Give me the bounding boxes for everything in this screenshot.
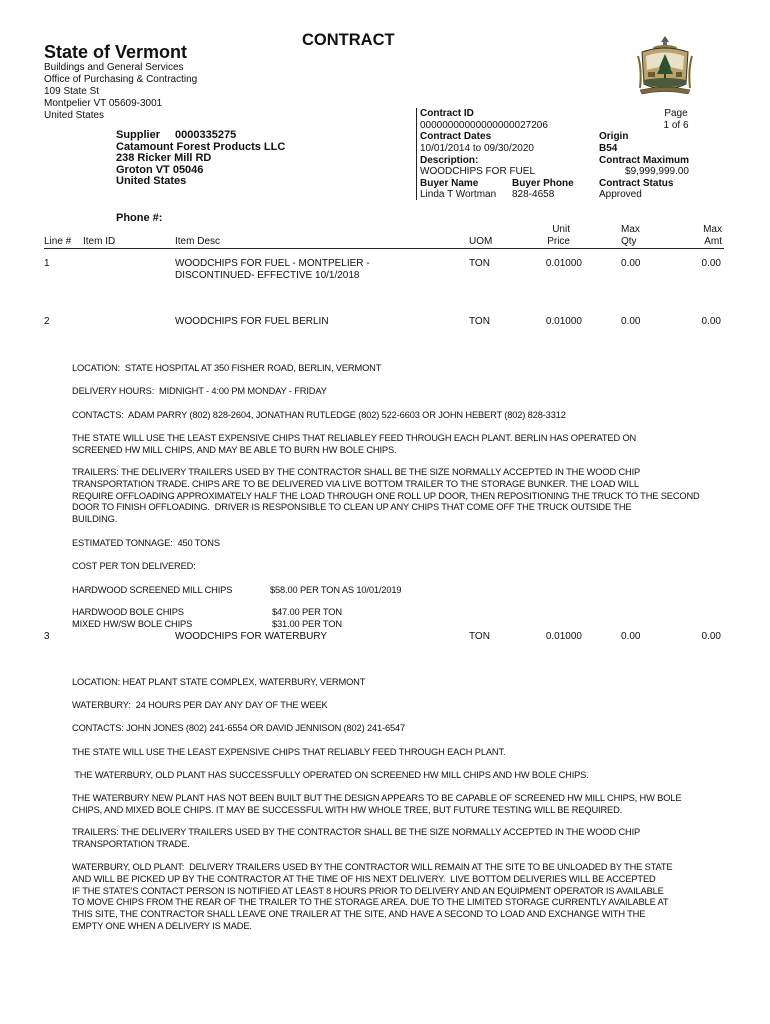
col-line-header: Line # xyxy=(44,236,72,247)
document-title: CONTRACT xyxy=(302,31,395,49)
buyer-phone-label: Buyer Phone xyxy=(512,178,574,189)
supplier-name: Catamount Forest Products LLC xyxy=(116,140,286,153)
waterbury-delivery-note: WATERBURY, OLD PLANT: DELIVERY TRAILERS USED BY THE CONTRACTOR WILL REMAIN AT THE SITE TO BE UNLOADED BY THE STATE AND WILL BE PICKED UP BY THE CONTRACTOR AT THE TIME OF HIS NEXT DELIVERY. LIVE BOTTOM DELIVERIES WILL BE ACCEPTED IF THE STATE'S CONTACT PERSON IS NOTIFIED AT LEAST 8 HOURS PRIOR TO DELIVERY AND AN EQUIPMENT OPERATOR IS AVAILABLE TO MOVE CHIPS FROM THE REAR OF THE TRAILER TO THE STORAGE AREA. DUE TO THE LIMITED STORAGE CURRENTLY AVAILABLE AT THIS SITE, THE CONTRACTOR SHALL LEAVE ONE TRAILER AT THE SITE, AND HAVE A SECOND TO LOAD AND EXCHANGE WITH THE EMPTY ONE WHEN A DELIVERY IS MADE. xyxy=(72,862,673,931)
berlin-cost-heading: COST PER TON DELIVERED: xyxy=(72,561,196,571)
agency-address xyxy=(44,62,197,122)
row-max-qty: 0.00 xyxy=(621,631,641,642)
origin-value: B54 xyxy=(599,143,618,154)
supplier-line xyxy=(116,130,285,142)
berlin-location-note: LOCATION: STATE HOSPITAL AT 350 FISHER ROAD, BERLIN, VERMONT xyxy=(72,363,382,373)
row-uom: TON xyxy=(469,631,490,642)
pricing-item: MIXED HW/SW BOLE CHIPS xyxy=(72,619,193,629)
supplier-label: Supplier xyxy=(116,129,161,141)
page-value: 1 of 6 xyxy=(663,120,689,131)
waterbury-trailers-note: TRAILERS: THE DELIVERY TRAILERS USED BY THE CONTRACTOR SHALL BE THE SIZE NORMALLY ACCEPTED IN THE WOOD CHIP TRANSPORTATION TRADE. xyxy=(72,827,641,849)
contract-maximum-value: $9,999,999.00 xyxy=(625,166,689,177)
row-unit-price: 0.01000 xyxy=(545,631,582,642)
description-line: DISCONTINUED- EFFECTIVE 10/1/2018 xyxy=(175,270,360,281)
buyer-phone-value: 828-4658 xyxy=(512,189,555,200)
supplier-city: Groton VT 05046 xyxy=(116,163,204,176)
berlin-chips-note: THE STATE WILL USE THE LEAST EXPENSIVE CHIPS THAT RELIABLEY FEED THROUGH EACH PLANT. BERLIN HAS OPERATED ON SCREENED HW MILL CHIPS, AND MAY BE ABLE TO BURN HW BOLE CHIPS. xyxy=(72,433,637,455)
address-line: United States xyxy=(44,110,105,121)
supplier-block xyxy=(116,130,285,188)
berlin-trailers-note: TRAILERS: THE DELIVERY TRAILERS USED BY THE CONTRACTOR SHALL BE THE SIZE NORMALLY ACCEPTED IN THE WOOD CHIP TRANSPORTATION TRADE. CHIPS ARE TO BE DELIVERED VIA LIVE BOTTOM TRAILER TO THE STORAGE BUNKER. THE LOAD WILL REQUIRE OFFLOADING APPROXIMATELY HALF THE LOAD THROUGH ONE ROLL UP DOOR, THEN REPOSITIONING THE TRUCK TO THE SECOND DOOR TO FINISH OFFLOADING. DRIVER IS RESPONSIBLE TO CLEAN UP ANY CHIPS THAT COME OFF THE TRUCK OUTSIDE THE BUILDING. xyxy=(72,467,700,525)
supplier-street: 238 Ricker Mill RD xyxy=(116,152,212,164)
header-line: Max xyxy=(621,224,640,235)
contract-maximum-label: Contract Maximum xyxy=(599,155,690,166)
col-unit-price-header xyxy=(520,224,570,248)
col-item-id-header: Item ID xyxy=(83,236,116,247)
row-line-number: 1 xyxy=(44,258,50,269)
row-max-amt: 0.00 xyxy=(701,631,721,642)
waterbury-contacts-note: CONTACTS: JOHN JONES (802) 241-6554 OR DAVID JENNISON (802) 241-6547 xyxy=(72,723,406,733)
description-line: WOODCHIPS FOR FUEL - MONTPELIER - xyxy=(175,258,370,269)
row-max-amt: 0.00 xyxy=(701,316,721,327)
vermont-state-seal-icon xyxy=(636,34,694,96)
header-line: Amt xyxy=(704,236,722,247)
table-row xyxy=(0,316,770,330)
contract-dates-label: Contract Dates xyxy=(420,131,492,142)
row-max-amt: 0.00 xyxy=(701,258,721,269)
col-max-qty-header xyxy=(621,224,640,248)
header-line: Max xyxy=(703,224,722,235)
row-unit-price: 0.01000 xyxy=(545,258,582,269)
contract-id-value: 00000000000000000027206 xyxy=(420,120,548,131)
contract-dates-value: 10/01/2014 to 09/30/2020 xyxy=(420,143,534,154)
row-unit-price: 0.01000 xyxy=(545,316,582,327)
supplier-country: United States xyxy=(116,175,187,187)
row-description xyxy=(175,258,370,282)
col-item-desc-header: Item Desc xyxy=(175,236,221,247)
address-line: Montpelier VT 05609-3001 xyxy=(44,98,163,109)
contract-status-label: Contract Status xyxy=(599,178,674,189)
row-line-number: 2 xyxy=(44,316,50,327)
pricing-price: $31.00 PER TON xyxy=(272,619,342,629)
row-uom: TON xyxy=(469,316,490,327)
row-uom: TON xyxy=(469,258,490,269)
berlin-contacts-note: CONTACTS: ADAM PARRY (802) 828-2604, JONATHAN RUTLEDGE (802) 522-6603 OR JOHN HEBERT (802) 828-3312 xyxy=(72,410,566,420)
agency-name: State of Vermont xyxy=(44,42,188,62)
row-description: WOODCHIPS FOR FUEL BERLIN xyxy=(175,316,329,327)
pricing-item: HARDWOOD BOLE CHIPS xyxy=(72,607,184,617)
table-header-divider xyxy=(44,248,724,249)
waterbury-chips-note: THE STATE WILL USE THE LEAST EXPENSIVE CHIPS THAT RELIABLY FEED THROUGH EACH PLANT. xyxy=(72,747,506,757)
pricing-price: $58.00 PER TON AS 10/01/2019 xyxy=(270,585,402,595)
col-max-amt-header xyxy=(680,224,722,248)
contract-id-label: Contract ID xyxy=(420,108,474,119)
col-uom-header: UOM xyxy=(469,236,493,247)
row-max-qty: 0.00 xyxy=(621,316,641,327)
page-label: Page xyxy=(664,108,688,119)
table-row xyxy=(0,258,770,288)
address-line: Buildings and General Services xyxy=(44,62,184,73)
pricing-price: $47.00 PER TON xyxy=(272,607,342,617)
waterbury-new-plant-note: THE WATERBURY NEW PLANT HAS NOT BEEN BUILT BUT THE DESIGN APPEARS TO BE CAPABLE OF SCREENED HW MILL CHIPS, HW BOLE CHIPS, AND MIXED BOLE CHIPS. IT MAY BE SUCCESSFUL WITH HW WHOLE TREE, BUT FUTURE TESTING WILL BE REQUIRED. xyxy=(72,793,682,815)
buyer-name-value: Linda T Wortman xyxy=(420,189,497,200)
row-line-number: 3 xyxy=(44,631,50,642)
header-line: Price xyxy=(547,236,570,247)
waterbury-old-plant-note: THE WATERBURY, OLD PLANT HAS SUCCESSFULLY OPERATED ON SCREENED HW MILL CHIPS AND HW BOLE CHIPS. xyxy=(72,770,589,780)
description-value: WOODCHIPS FOR FUEL xyxy=(420,166,536,177)
description-label: Description: xyxy=(420,155,479,166)
buyer-name-label: Buyer Name xyxy=(420,178,479,189)
address-line: Office of Purchasing & Contracting xyxy=(44,74,198,85)
berlin-tonnage-note: ESTIMATED TONNAGE: 450 TONS xyxy=(72,538,220,548)
waterbury-location-note: LOCATION: HEAT PLANT STATE COMPLEX, WATERBURY, VERMONT xyxy=(72,677,366,687)
phone-label: Phone #: xyxy=(116,212,163,224)
address-line: 109 State St xyxy=(44,86,100,97)
contract-status-value: Approved xyxy=(599,189,642,200)
table-row xyxy=(0,631,770,645)
berlin-delivery-hours-note: DELIVERY HOURS: MIDNIGHT - 4:00 PM MONDAY - FRIDAY xyxy=(72,386,327,396)
origin-label: Origin xyxy=(599,131,629,142)
supplier-number: 0000335275 xyxy=(175,129,237,141)
row-max-qty: 0.00 xyxy=(621,258,641,269)
waterbury-hours-note: WATERBURY: 24 HOURS PER DAY ANY DAY OF THE WEEK xyxy=(72,700,328,710)
header-line: Unit xyxy=(552,224,570,235)
header-line: Qty xyxy=(621,236,637,247)
row-description: WOODCHIPS FOR WATERBURY xyxy=(175,631,328,642)
pricing-item: HARDWOOD SCREENED MILL CHIPS xyxy=(72,585,233,595)
